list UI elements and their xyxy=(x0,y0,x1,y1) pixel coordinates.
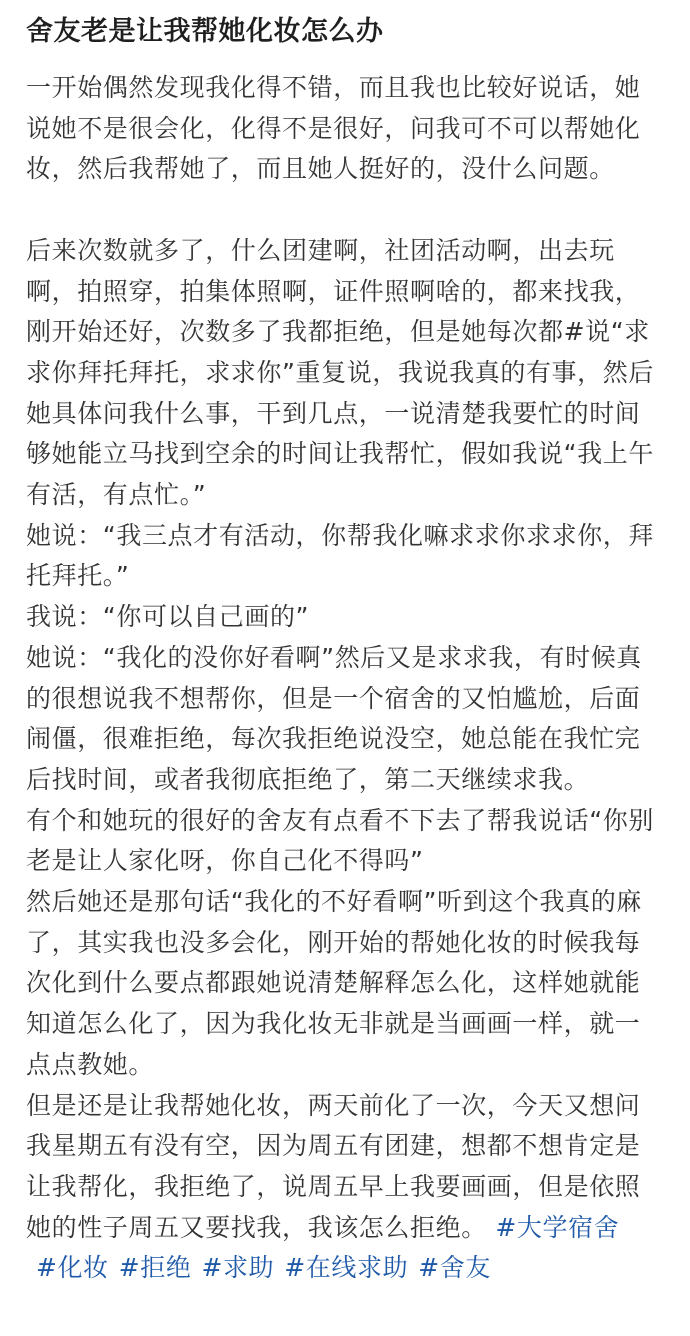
hashtag-huazhuang[interactable]: #化妆 xyxy=(36,1253,109,1283)
hashtag-zaixian-qiuzhu[interactable]: #在线求助 xyxy=(284,1253,409,1283)
hashtag-jujue[interactable]: #拒绝 xyxy=(118,1253,192,1283)
hashtag-qiuzhu[interactable]: #求助 xyxy=(201,1253,275,1283)
paragraph-6: 有个和她玩的很好的舍友有点看不下去了帮我说话“你别老是让人家化呀，你自己化不得吗” xyxy=(26,805,654,876)
paragraph-5: 她说：“我化的没你好看啊”然后又是求求我，有时候真的很想说我不想帮你，但是一个宿舍的又怕尴尬，后面闹僵，很难拒绝，每次我拒绝说没空，她总能在我忙完后找时间，或者我彻底拒绝了，第二天继续求我。 xyxy=(26,642,642,794)
paragraph-8-text: 但是还是让我帮她化妆，两天前化了一次，今天又想问我星期五有没有空，因为周五有团建，想都不想肯定是让我帮化，我拒绝了，说周五早上我要画画，但是依照她的性子周五又要找我，我该怎么拒绝。 xyxy=(26,1090,641,1242)
post-body xyxy=(26,68,664,1289)
paragraph-3: 她说：“我三点才有活动，你帮我化嘛求求你求求你，拜托拜托。” xyxy=(26,520,654,591)
hashtag-daxue-sushe[interactable]: #大学宿舍 xyxy=(495,1212,620,1242)
hashtag-shejyou[interactable]: #舍友 xyxy=(418,1253,491,1283)
paragraph-8 xyxy=(26,1086,664,1290)
paragraph-7: 然后她还是那句话“我化的不好看啊”听到这个我真的麻了，其实我也没多会化，刚开始的帮她化妆的时候我每次化到什么要点都跟她说清楚解释怎么化，这样她就能知道怎么化了，因为我化妆无非就是当画画一样，就一点点教她。 xyxy=(26,887,642,1079)
paragraph-spacer xyxy=(26,190,664,231)
paragraph-1: 一开始偶然发现我化得不错，而且我也比较好说话，她说她不是很会化，化得不是很好，问我可不可以帮她化妆，然后我帮她了，而且她人挺好的，没什么问题。 xyxy=(26,73,641,184)
paragraph-4: 我说：“你可以自己画的” xyxy=(26,602,310,632)
paragraph-2: 后来次数就多了，什么团建啊，社团活动啊，出去玩啊，拍照穿，拍集体照啊，证件照啊啥的，都来找我，刚开始还好，次数多了我都拒绝，但是她每次都#说“求求你拜托拜托，求求你”重复说，我说我真的有事，然后她具体问我什么事，干到几点，一说清楚我要忙的时间够她能立马找到空余的时间让我帮忙，假如我说“我上午有活，有点忙。” xyxy=(26,235,654,510)
post-title: 舍友老是让我帮她化妆怎么办 xyxy=(26,16,384,47)
